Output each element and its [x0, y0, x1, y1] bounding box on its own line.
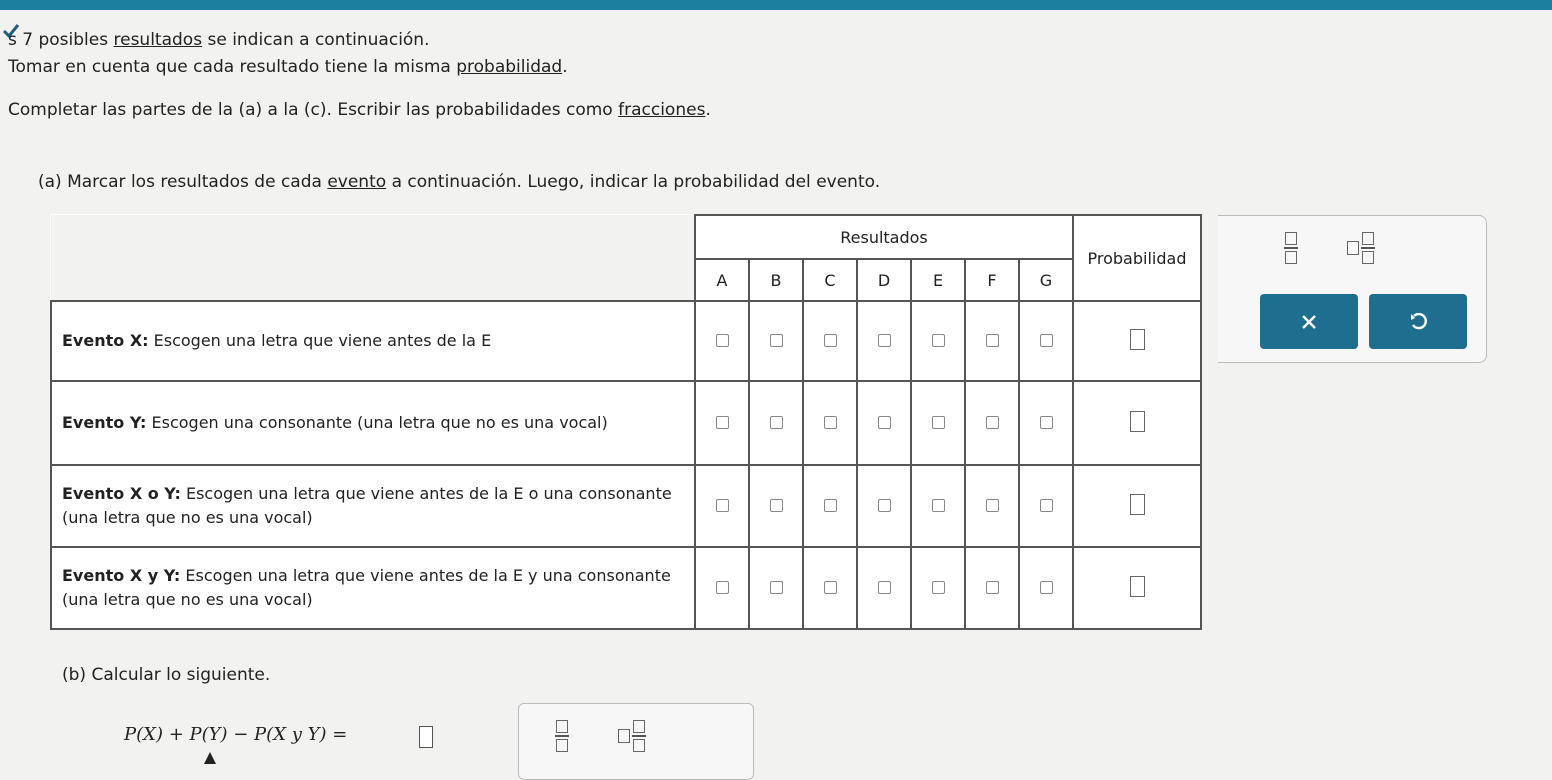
checkbox-E[interactable]	[932, 416, 945, 429]
outcome-header-F: F	[965, 259, 1019, 301]
part-b-label: (b) Calcular lo siguiente.	[62, 665, 271, 685]
answer-input-b[interactable]	[419, 726, 433, 748]
link-probabilidad[interactable]: probabilidad	[456, 57, 563, 77]
probability-cell	[1073, 381, 1201, 465]
intro-text: s 7 posibles	[8, 30, 109, 50]
checkbox-G[interactable]	[1040, 581, 1053, 594]
checkbox-A[interactable]	[716, 334, 729, 347]
outcome-cell	[857, 547, 911, 629]
outcome-header-G: G	[1019, 259, 1073, 301]
outcome-cell	[911, 465, 965, 547]
outcome-cell	[965, 465, 1019, 547]
intro-text: se indican a continuación.	[207, 30, 430, 50]
checkbox-G[interactable]	[1040, 499, 1053, 512]
probability-cell	[1073, 465, 1201, 547]
event-text: Escogen una letra que viene antes de la E	[153, 331, 492, 350]
table-row	[51, 547, 1201, 629]
event-description	[51, 381, 695, 465]
probability-cell	[1073, 301, 1201, 381]
fraction-icon[interactable]	[555, 720, 569, 752]
event-label: Evento X:	[62, 331, 149, 350]
table-row	[51, 465, 1201, 547]
checkbox-F[interactable]	[986, 581, 999, 594]
undo-icon	[1408, 312, 1428, 332]
mouse-cursor-icon	[204, 752, 216, 764]
checkbox-G[interactable]	[1040, 416, 1053, 429]
outcome-cell	[965, 301, 1019, 381]
checkbox-B[interactable]	[770, 499, 783, 512]
answer-tool-panel	[1218, 215, 1487, 363]
intro-text: .	[705, 100, 711, 120]
checkbox-A[interactable]	[716, 499, 729, 512]
checkbox-B[interactable]	[770, 416, 783, 429]
outcome-header-A: A	[695, 259, 749, 301]
checkbox-F[interactable]	[986, 334, 999, 347]
outcome-cell	[749, 381, 803, 465]
checkbox-C[interactable]	[824, 416, 837, 429]
intro-line-1	[8, 30, 430, 50]
checkbox-B[interactable]	[770, 581, 783, 594]
event-label: Evento X o Y:	[62, 484, 181, 503]
checkbox-E[interactable]	[932, 581, 945, 594]
checkbox-G[interactable]	[1040, 334, 1053, 347]
outcome-cell	[965, 547, 1019, 629]
outcome-cell	[1019, 381, 1073, 465]
intro-line-3	[8, 100, 711, 120]
outcome-cell	[695, 465, 749, 547]
outcome-cell	[965, 381, 1019, 465]
event-text: Escogen una letra que viene antes de la E o una consonante (una letra que no es una vocal)	[62, 484, 672, 527]
outcome-cell	[695, 301, 749, 381]
outcome-cell	[749, 547, 803, 629]
checkbox-A[interactable]	[716, 581, 729, 594]
event-text: Escogen una consonante (una letra que no es una vocal)	[151, 413, 608, 432]
outcome-header-C: C	[803, 259, 857, 301]
checkbox-D[interactable]	[878, 581, 891, 594]
event-text: Escogen una letra que viene antes de la E y una consonante (una letra que no es una vocal)	[62, 566, 671, 609]
outcome-cell	[803, 381, 857, 465]
checkbox-E[interactable]	[932, 334, 945, 347]
checkbox-C[interactable]	[824, 499, 837, 512]
checkbox-C[interactable]	[824, 334, 837, 347]
probability-input[interactable]	[1130, 494, 1145, 515]
outcome-cell	[857, 301, 911, 381]
checkbox-C[interactable]	[824, 581, 837, 594]
outcome-cell	[803, 547, 857, 629]
outcome-cell	[911, 381, 965, 465]
link-evento[interactable]: evento	[327, 172, 387, 192]
outcome-cell	[803, 465, 857, 547]
checkbox-E[interactable]	[932, 499, 945, 512]
outcomes-header: Resultados	[695, 215, 1073, 259]
probability-input[interactable]	[1130, 411, 1145, 432]
intro-line-2	[8, 57, 568, 77]
equation-text: P(X) + P(Y) − P(X y Y) =	[124, 724, 348, 745]
part-a-instruction	[38, 172, 880, 192]
outcome-cell	[1019, 465, 1073, 547]
outcome-cell	[911, 301, 965, 381]
equation-tool-panel	[518, 703, 754, 780]
table-corner	[51, 215, 695, 301]
event-description	[51, 465, 695, 547]
link-resultados[interactable]: resultados	[113, 30, 203, 50]
mixed-number-whole-icon[interactable]	[1347, 241, 1359, 255]
checkbox-A[interactable]	[716, 416, 729, 429]
top-bar	[0, 0, 1552, 10]
outcome-header-E: E	[911, 259, 965, 301]
outcome-cell	[749, 301, 803, 381]
part-a-text: (a) Marcar los resultados de cada	[38, 172, 322, 192]
outcomes-table	[50, 214, 1202, 630]
mixed-number-whole-icon[interactable]	[618, 729, 630, 743]
event-description	[51, 547, 695, 629]
intro-text: Tomar en cuenta que cada resultado tiene la misma	[8, 57, 451, 77]
outcome-header-B: B	[749, 259, 803, 301]
checkbox-D[interactable]	[878, 416, 891, 429]
event-description	[51, 301, 695, 381]
checkbox-D[interactable]	[878, 334, 891, 347]
mixed-number-icon[interactable]	[632, 720, 646, 752]
outcome-header-D: D	[857, 259, 911, 301]
clear-button[interactable]	[1260, 294, 1358, 349]
outcome-cell	[695, 547, 749, 629]
outcome-cell	[911, 547, 965, 629]
checkbox-D[interactable]	[878, 499, 891, 512]
event-label: Evento Y:	[62, 413, 147, 432]
outcome-cell	[749, 465, 803, 547]
event-label: Evento X y Y:	[62, 566, 181, 585]
x-icon	[1300, 313, 1318, 331]
outcome-cell	[857, 465, 911, 547]
checkbox-F[interactable]	[986, 416, 999, 429]
checkbox-B[interactable]	[770, 334, 783, 347]
outcome-cell	[857, 381, 911, 465]
table-row	[51, 301, 1201, 381]
checkbox-F[interactable]	[986, 499, 999, 512]
probability-input[interactable]	[1130, 329, 1145, 350]
link-fracciones[interactable]: fracciones	[618, 100, 706, 120]
probability-cell	[1073, 547, 1201, 629]
outcome-cell	[695, 381, 749, 465]
mixed-number-icon[interactable]	[1361, 232, 1375, 264]
part-a-text: a continuación. Luego, indicar la probabilidad del evento.	[391, 172, 881, 192]
table-row	[51, 381, 1201, 465]
outcome-cell	[803, 301, 857, 381]
outcome-cell	[1019, 547, 1073, 629]
probability-header: Probabilidad	[1073, 215, 1201, 301]
undo-button[interactable]	[1369, 294, 1467, 349]
intro-text: Completar las partes de la (a) a la (c). Escribir las probabilidades como	[8, 100, 613, 120]
probability-input[interactable]	[1130, 576, 1145, 597]
fraction-icon[interactable]	[1284, 232, 1298, 264]
intro-text: .	[562, 57, 568, 77]
outcome-cell	[1019, 301, 1073, 381]
